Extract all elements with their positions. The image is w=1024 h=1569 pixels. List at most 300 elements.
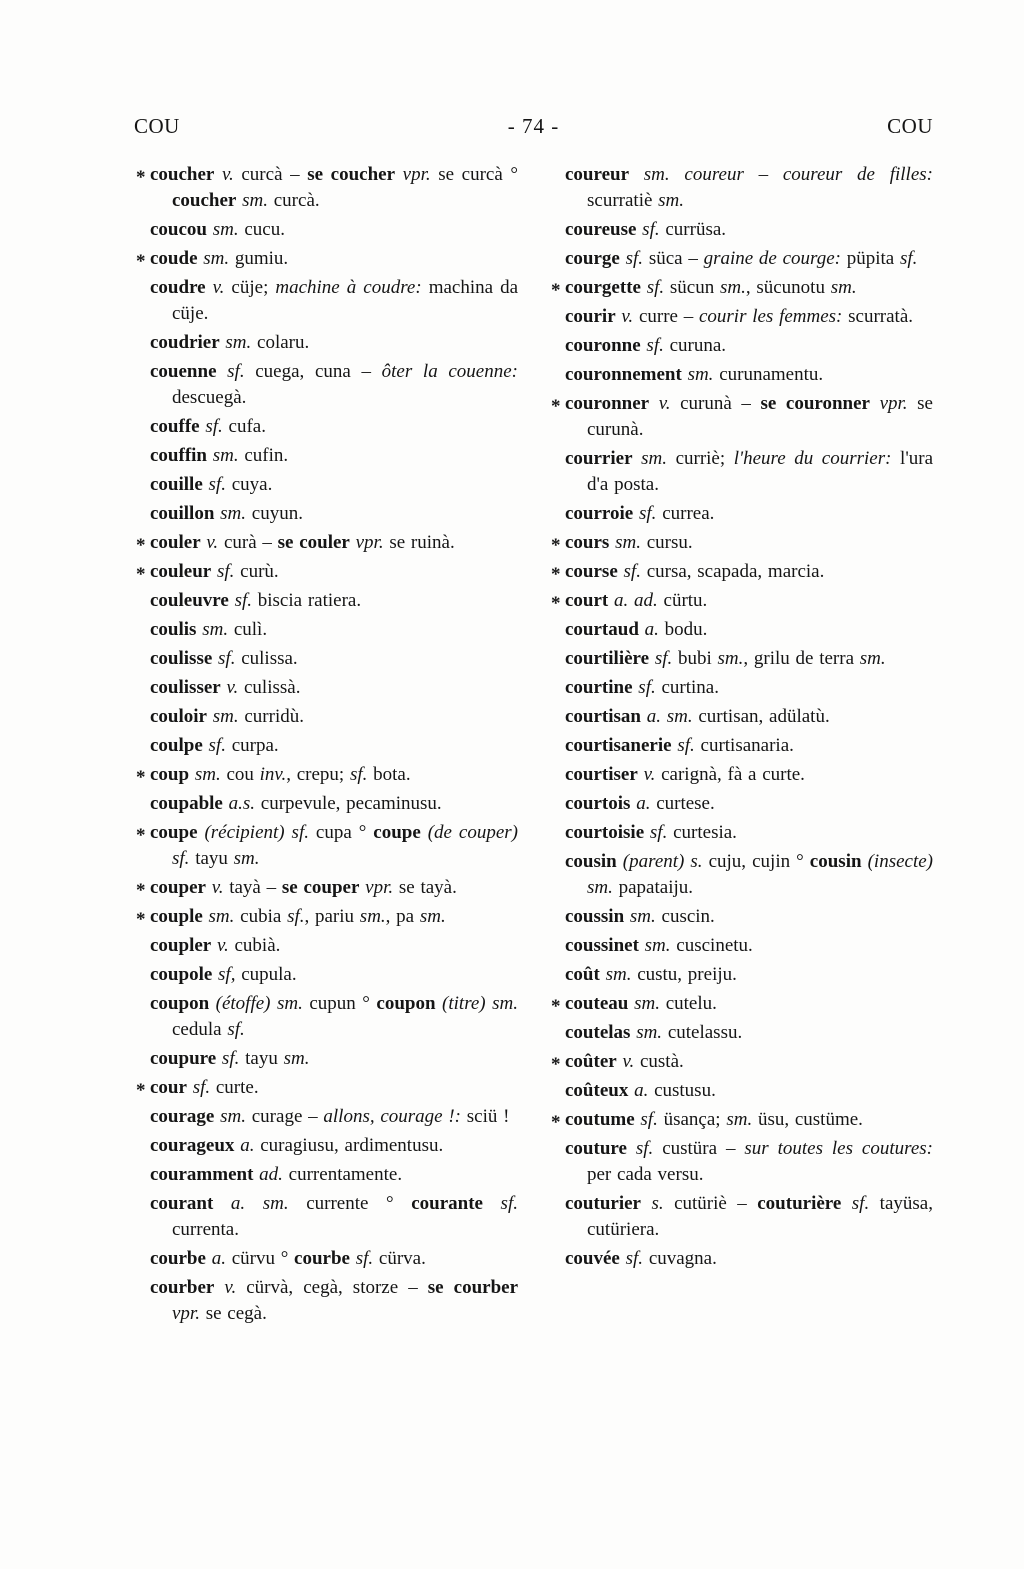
grammar-label: sf. [287, 906, 305, 927]
headword: couturière [757, 1193, 842, 1214]
grammar-label: v. [205, 877, 230, 898]
headword: couteau [565, 993, 629, 1014]
dictionary-entry [134, 704, 518, 730]
translation-text: cuega, cuna – [255, 361, 382, 382]
common-word-star-marker: * [136, 251, 146, 272]
dictionary-entry [549, 217, 933, 243]
grammar-label: sf. [349, 764, 374, 785]
headword: coût [565, 964, 600, 985]
headword: couramment [150, 1164, 254, 1185]
headword: courber [150, 1277, 215, 1298]
headword: coussinet [565, 935, 639, 956]
headword: coutume [565, 1109, 635, 1130]
translation-text: curù. [240, 561, 279, 582]
translation-text: se ruinà. [389, 532, 455, 553]
translation-text: cupa ° [315, 822, 374, 843]
headword: coupe [373, 822, 421, 843]
translation-text: currüsa. [665, 219, 727, 240]
grammar-label: sm. [207, 445, 245, 466]
grammar-label: (étoffe) sm. [209, 993, 310, 1014]
headword: couper [150, 877, 206, 898]
grammar-label: sm. [202, 906, 241, 927]
translation-text: üsança; [663, 1109, 727, 1130]
headword: coudrier [150, 332, 220, 353]
grammar-label: sm. [236, 190, 274, 211]
headword: cousin [565, 851, 617, 872]
grammar-label: sf. [228, 590, 258, 611]
translation-text: curpa. [231, 735, 279, 756]
headword: se coucher [307, 164, 396, 185]
dictionary-entry [134, 791, 518, 817]
translation-text: custu, preiju. [637, 964, 737, 985]
grammar-label: sm. [196, 619, 234, 640]
headword: courtois [565, 793, 631, 814]
grammar-label: v. [214, 164, 242, 185]
dictionary-entry [134, 275, 518, 327]
headword: coulpe [150, 735, 203, 756]
grammar-label: sm. [628, 993, 666, 1014]
grammar-label: sm. [197, 248, 235, 269]
dictionary-entry [549, 1136, 933, 1188]
headword: couronnement [565, 364, 682, 385]
dictionary-entry [134, 1133, 518, 1159]
translation-text: se curcà ° [438, 164, 518, 185]
translation-text: cutüriè – [674, 1193, 758, 1214]
grammar-label: vpr. [359, 877, 399, 898]
dictionary-entry [549, 275, 933, 301]
translation-text: cupun ° [309, 993, 377, 1014]
translation-text: bota. [373, 764, 411, 785]
grammar-label: sm. [658, 190, 685, 211]
grammar-label: sm. [719, 277, 746, 298]
dictionary-entry [134, 991, 518, 1043]
translation-text: curre – [638, 306, 699, 327]
headword: coûter [565, 1051, 617, 1072]
grammar-label: a. [205, 1248, 232, 1269]
headword: courbe [294, 1248, 350, 1269]
translation-text: cedula [172, 1019, 228, 1040]
headword: coupure [150, 1048, 217, 1069]
dictionary-entry [549, 1078, 933, 1104]
grammar-label: (de couper) sf. [172, 822, 518, 869]
dictionary-entry [549, 333, 933, 359]
headword: courgette [565, 277, 641, 298]
grammar-label: ad. [253, 1164, 289, 1185]
grammar-label: l'heure du courrier: [733, 448, 901, 469]
grammar-label: (insecte) sm. [587, 851, 933, 898]
headword: coucher [150, 164, 215, 185]
translation-text: currente ° [306, 1193, 412, 1214]
dictionary-entry [134, 588, 518, 614]
dictionary-entry [134, 617, 518, 643]
grammar-label: sf. [199, 416, 229, 437]
translation-text: curcà. [273, 190, 320, 211]
grammar-label: sf. [841, 1193, 880, 1214]
translation-text: custüra – [662, 1138, 745, 1159]
headword: couillon [150, 503, 215, 524]
grammar-label: v. [200, 532, 224, 553]
grammar-label: graine de courge: [703, 248, 847, 269]
grammar-label: sm. [359, 906, 386, 927]
dictionary-columns [134, 162, 933, 1330]
dictionary-entry [134, 646, 518, 672]
headword: coupole [150, 964, 213, 985]
grammar-label: (titre) sm. [435, 993, 519, 1014]
translation-text: cürtu. [663, 590, 708, 611]
translation-text: bubi [678, 648, 718, 669]
grammar-label: sm. [632, 448, 676, 469]
grammar-label: sm. [859, 648, 886, 669]
headword: courtoisie [565, 822, 645, 843]
common-word-star-marker: * [551, 593, 561, 614]
headword: coulis [150, 619, 197, 640]
translation-text: , grilu de terra [743, 648, 860, 669]
headword: courir [565, 306, 616, 327]
headword: couenne [150, 361, 217, 382]
headword: couple [150, 906, 203, 927]
headword: couille [150, 474, 203, 495]
translation-text: descuegà. [172, 387, 247, 408]
common-word-star-marker: * [551, 1112, 561, 1133]
dictionary-entry [549, 762, 933, 788]
grammar-label: inv. [259, 764, 287, 785]
dictionary-entry [549, 446, 933, 498]
translation-text: curpevule, pecaminusu. [260, 793, 442, 814]
grammar-label: (récipient) sf. [197, 822, 316, 843]
headword: cour [150, 1077, 187, 1098]
headword: se courber [427, 1277, 518, 1298]
grammar-label: sf. [626, 1138, 663, 1159]
grammar-label: sf, [212, 964, 242, 985]
grammar-label: v. [615, 306, 639, 327]
grammar-label: (parent) s. [616, 851, 709, 872]
translation-text: süca – [648, 248, 704, 269]
headword: couleur [150, 561, 212, 582]
grammar-label: vpr. [349, 532, 390, 553]
translation-text: currenta. [172, 1219, 239, 1240]
guideword-right: COU [887, 114, 933, 138]
dictionary-entry [549, 991, 933, 1017]
grammar-label: sm. [207, 706, 245, 727]
grammar-label: vpr. [395, 164, 439, 185]
translation-text: cupula. [241, 964, 297, 985]
common-word-star-marker: * [551, 535, 561, 556]
translation-text: curtese. [656, 793, 715, 814]
grammar-label: sf. [349, 1248, 379, 1269]
dictionary-entry [549, 820, 933, 846]
translation-text: tayà – [229, 877, 282, 898]
grammar-label: sf. [640, 277, 670, 298]
grammar-label: a. [234, 1135, 261, 1156]
dictionary-entry [549, 1191, 933, 1243]
dictionary-entry [549, 646, 933, 672]
grammar-label: sf. [212, 648, 242, 669]
dictionary-entry [549, 733, 933, 759]
headword: courtaud [565, 619, 639, 640]
grammar-label: a. [630, 793, 657, 814]
translation-text: püpita [846, 248, 900, 269]
grammar-label: courir les femmes: [698, 306, 849, 327]
dictionary-entry [134, 359, 518, 411]
dictionary-entry [549, 962, 933, 988]
translation-text: cuju, cujin ° [708, 851, 810, 872]
headword: courtiser [565, 764, 638, 785]
grammar-label: sf. [619, 1248, 649, 1269]
translation-text: carignà, fà a curte. [661, 764, 805, 785]
dictionary-entry [549, 391, 933, 443]
grammar-label: sf. [900, 248, 918, 269]
headword: courtine [565, 677, 633, 698]
grammar-label: sf. [186, 1077, 216, 1098]
translation-text: curcà – [241, 164, 308, 185]
grammar-label: sur toutes les coutures: [744, 1138, 933, 1159]
headword: courageux [150, 1135, 235, 1156]
dictionary-entry [134, 933, 518, 959]
translation-text: üsu, custüme. [752, 1109, 863, 1130]
grammar-label: sm. [624, 906, 662, 927]
headword: couturier [565, 1193, 641, 1214]
grammar-label: sf. [202, 474, 232, 495]
headword: coûteux [565, 1080, 629, 1101]
headword: cousin [809, 851, 862, 872]
dictionary-entry [549, 530, 933, 556]
grammar-label: v. [220, 677, 244, 698]
dictionary-entry [134, 1046, 518, 1072]
translation-text: currea. [662, 503, 715, 524]
grammar-label: sf. [482, 1193, 518, 1214]
translation-text: cürva. [378, 1248, 426, 1269]
grammar-label: v. [616, 1051, 640, 1072]
grammar-label: sf. [216, 1048, 246, 1069]
translation-text: cürvu ° [231, 1248, 295, 1269]
common-word-star-marker: * [551, 564, 561, 585]
translation-text: cubià. [234, 935, 281, 956]
grammar-label: a.s. [222, 793, 261, 814]
translation-text: curtina. [661, 677, 719, 698]
grammar-label: sm. [214, 503, 252, 524]
dictionary-entry [549, 1049, 933, 1075]
headword: courroie [565, 503, 634, 524]
headword: coupler [150, 935, 212, 956]
grammar-label: sf. [632, 677, 662, 698]
right-column [549, 162, 933, 1330]
grammar-label: coureur de filles: [782, 164, 933, 185]
grammar-label: machine à coudre: [275, 277, 429, 298]
common-word-star-marker: * [136, 880, 146, 901]
grammar-label: ôter la couenne: [381, 361, 518, 382]
guideword-left: COU [134, 114, 180, 138]
translation-text: cufa. [228, 416, 266, 437]
translation-text: curtesia. [673, 822, 737, 843]
grammar-label: sf. [634, 1109, 664, 1130]
translation-text: sücun [669, 277, 720, 298]
translation-text: custusu. [654, 1080, 716, 1101]
page-header [134, 114, 933, 139]
dictionary-entry [134, 472, 518, 498]
translation-text: curriè; [675, 448, 734, 469]
grammar-label: sf. [644, 822, 674, 843]
grammar-label: sf. [202, 735, 232, 756]
translation-text: cutelu. [665, 993, 717, 1014]
grammar-label: sf. [633, 503, 663, 524]
translation-text: tayu [195, 848, 234, 869]
common-word-star-marker: * [551, 396, 561, 417]
headword: couffin [150, 445, 207, 466]
translation-text: cuscinetu. [676, 935, 753, 956]
common-word-star-marker: * [136, 825, 146, 846]
grammar-label: sm. [830, 277, 857, 298]
dictionary-entry [549, 675, 933, 701]
translation-text: curtisanaria. [700, 735, 794, 756]
translation-text: , crepu; [286, 764, 350, 785]
translation-text: colaru. [257, 332, 310, 353]
headword: coussin [565, 906, 625, 927]
grammar-label: sm. [681, 364, 720, 385]
dictionary-entry [549, 617, 933, 643]
headword: courant [150, 1193, 214, 1214]
common-word-star-marker: * [551, 1054, 561, 1075]
dictionary-entry [134, 762, 518, 788]
grammar-label: sm. [189, 764, 227, 785]
grammar-label: sf. [649, 648, 678, 669]
translation-text: l'ura d'a posta. [587, 448, 934, 495]
grammar-label: a. sm. [641, 706, 699, 727]
grammar-label: v. [649, 393, 681, 414]
headword: coudre [150, 277, 206, 298]
headword: coutelas [565, 1022, 631, 1043]
grammar-label: sm. [233, 848, 260, 869]
headword: coucher [172, 190, 237, 211]
common-word-star-marker: * [136, 1080, 146, 1101]
headword: se couler [277, 532, 350, 553]
translation-text: scurratà. [848, 306, 914, 327]
grammar-label: a. [638, 619, 665, 640]
translation-text: culì. [233, 619, 268, 640]
dictionary-entry [549, 362, 933, 388]
translation-text: se tayà. [398, 877, 457, 898]
headword: coupable [150, 793, 223, 814]
dictionary-entry [549, 1246, 933, 1272]
translation-text: curte. [215, 1077, 259, 1098]
grammar-label: sm. [717, 648, 744, 669]
translation-text: curtisan, adülatù. [698, 706, 830, 727]
common-word-star-marker: * [136, 564, 146, 585]
grammar-label: sm. [630, 1022, 668, 1043]
grammar-label: sm. [419, 906, 446, 927]
dictionary-entry [549, 1020, 933, 1046]
headword: couler [150, 532, 201, 553]
translation-text: tayu [245, 1048, 284, 1069]
dictionary-entry [134, 501, 518, 527]
dictionary-entry [134, 675, 518, 701]
translation-text: curà – [223, 532, 278, 553]
grammar-label: sm. [638, 935, 677, 956]
headword: couronne [565, 335, 641, 356]
translation-text: per cada versu. [587, 1164, 704, 1185]
headword: courante [411, 1193, 483, 1214]
dictionary-entry [134, 217, 518, 243]
common-word-star-marker: * [136, 535, 146, 556]
grammar-label: vpr. [172, 1303, 206, 1324]
grammar-label: sf. [617, 561, 647, 582]
dictionary-entry [134, 904, 518, 930]
headword: courbe [150, 1248, 206, 1269]
dictionary-entry [549, 1107, 933, 1133]
translation-text: curagiusu, ardimentusu. [260, 1135, 444, 1156]
translation-text: cuya. [231, 474, 273, 495]
headword: coulisser [150, 677, 221, 698]
grammar-label: sf. [671, 735, 701, 756]
grammar-label: v. [214, 1277, 247, 1298]
headword: coureur [565, 164, 630, 185]
dictionary-entry [134, 1246, 518, 1272]
dictionary-entry [134, 962, 518, 988]
dictionary-entry [549, 162, 933, 214]
translation-text: curuna. [669, 335, 727, 356]
grammar-label: sf. [640, 335, 670, 356]
translation-text: cucu. [244, 219, 285, 240]
translation-text: sciü ! [466, 1106, 510, 1127]
grammar-label: sm. coureur [629, 164, 744, 185]
translation-text: cüje; [231, 277, 276, 298]
dictionary-entry [549, 246, 933, 272]
translation-text: cursa, scapada, marcia. [646, 561, 825, 582]
translation-text: machina da cüje. [172, 277, 518, 324]
headword: courtilière [565, 648, 650, 669]
grammar-label: allons, courage !: [323, 1106, 467, 1127]
translation-text: curridù. [244, 706, 304, 727]
translation-text: curunamentu. [719, 364, 824, 385]
translation-text: cutelassu. [667, 1022, 743, 1043]
dictionary-entry [549, 304, 933, 330]
translation-text: curage – [251, 1106, 324, 1127]
translation-text: , pa [385, 906, 420, 927]
headword: courge [565, 248, 620, 269]
dictionary-entry [134, 246, 518, 272]
headword: se couper [281, 877, 360, 898]
page-number: - 74 - [507, 114, 560, 138]
translation-text: tayüsa, cutüriera. [587, 1193, 933, 1240]
translation-text: se cegà. [205, 1303, 267, 1324]
headword: coup [150, 764, 190, 785]
common-word-star-marker: * [136, 909, 146, 930]
headword: courrier [565, 448, 633, 469]
common-word-star-marker: * [136, 167, 146, 188]
headword: coupon [376, 993, 436, 1014]
common-word-star-marker: * [136, 767, 146, 788]
dictionary-entry [134, 414, 518, 440]
dictionary-entry [549, 849, 933, 901]
common-word-star-marker: * [551, 280, 561, 301]
headword: couffe [150, 416, 200, 437]
translation-text: cuyun. [251, 503, 303, 524]
dictionary-entry [134, 530, 518, 556]
translation-text: , pariu [304, 906, 360, 927]
dictionary-entry [549, 501, 933, 527]
dictionary-entry [134, 1104, 518, 1130]
translation-text: cou [226, 764, 260, 785]
translation-text: cufin. [244, 445, 289, 466]
translation-text: cuscin. [661, 906, 715, 927]
headword: couronner [565, 393, 650, 414]
headword: courtisanerie [565, 735, 672, 756]
grammar-label: sm. [283, 1048, 310, 1069]
translation-text: cubia [240, 906, 288, 927]
grammar-label: s. [640, 1193, 675, 1214]
grammar-label: sf. [216, 361, 256, 382]
dictionary-entry [549, 588, 933, 614]
grammar-label: a. ad. [608, 590, 664, 611]
